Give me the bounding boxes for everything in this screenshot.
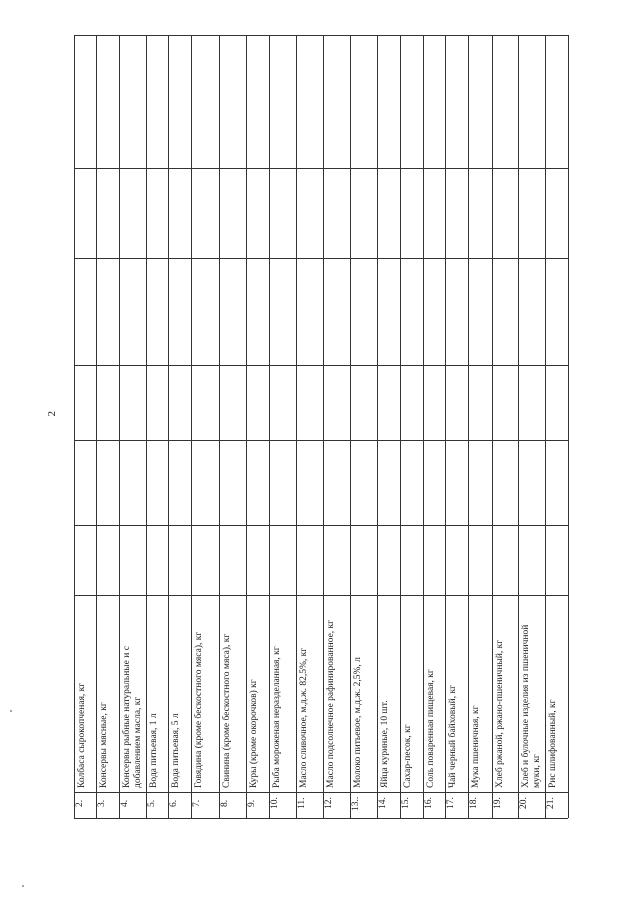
row-label: Рис шлифованный, кг bbox=[548, 699, 558, 788]
table-row-number bbox=[75, 793, 96, 818]
table-row-name bbox=[324, 596, 350, 792]
empty-value-cell bbox=[351, 36, 377, 168]
table-row-number bbox=[192, 793, 219, 818]
empty-value-cell bbox=[169, 36, 191, 168]
row-number: 14. bbox=[378, 797, 388, 810]
empty-value-cell bbox=[120, 366, 146, 440]
empty-value-cell bbox=[169, 259, 191, 365]
table-row-name bbox=[247, 596, 269, 792]
table-row-number bbox=[424, 793, 445, 818]
empty-value-cell bbox=[424, 169, 445, 258]
row-number: 17. bbox=[446, 797, 456, 810]
row-label: Свинина (кроме бескостного мяса), кг bbox=[222, 633, 232, 788]
empty-value-cell bbox=[446, 526, 468, 595]
row-label: Консервы мясные, кг bbox=[99, 702, 109, 788]
empty-value-cell bbox=[469, 366, 492, 440]
empty-value-cell bbox=[401, 36, 423, 168]
empty-value-cell bbox=[378, 36, 400, 168]
empty-value-cell bbox=[446, 259, 468, 365]
empty-value-cell bbox=[519, 259, 545, 365]
empty-value-cell bbox=[519, 441, 545, 525]
row-number: 4. bbox=[120, 799, 130, 808]
row-label: Рыба мороженая неразделанная, кг bbox=[272, 646, 282, 788]
row-number: 9. bbox=[247, 799, 257, 808]
row-label: Мука пшеничная, кг bbox=[471, 705, 481, 788]
empty-value-cell bbox=[401, 441, 423, 525]
table-rule bbox=[74, 818, 568, 819]
empty-value-cell bbox=[169, 441, 191, 525]
empty-value-cell bbox=[378, 259, 400, 365]
empty-value-cell bbox=[97, 259, 119, 365]
row-label: Куры (кроме окорочков) кг bbox=[249, 679, 259, 788]
row-number: 11. bbox=[297, 797, 307, 810]
empty-value-cell bbox=[120, 36, 146, 168]
table-row-number bbox=[297, 793, 323, 818]
empty-value-cell bbox=[493, 366, 518, 440]
empty-value-cell bbox=[75, 169, 96, 258]
empty-value-cell bbox=[147, 441, 168, 525]
empty-value-cell bbox=[351, 366, 377, 440]
empty-value-cell bbox=[493, 526, 518, 595]
empty-value-cell bbox=[469, 169, 492, 258]
empty-value-cell bbox=[120, 526, 146, 595]
table-row-name bbox=[446, 596, 468, 792]
empty-value-cell bbox=[519, 36, 545, 168]
empty-value-cell bbox=[493, 36, 518, 168]
row-number: 3. bbox=[97, 799, 107, 808]
empty-value-cell bbox=[493, 441, 518, 525]
table-row-name bbox=[519, 596, 545, 792]
empty-value-cell bbox=[247, 169, 269, 258]
row-label: Вода питьевая, 5 л bbox=[171, 713, 181, 788]
empty-value-cell bbox=[378, 366, 400, 440]
table-row-name bbox=[351, 596, 377, 792]
empty-value-cell bbox=[270, 169, 296, 258]
table-row-name bbox=[469, 596, 492, 792]
empty-value-cell bbox=[120, 259, 146, 365]
row-label: Хлеб и булочные изделия из пшеничной муки, кг bbox=[521, 624, 542, 788]
table-row-number bbox=[401, 793, 423, 818]
empty-value-cell bbox=[493, 169, 518, 258]
row-number: 12. bbox=[324, 797, 334, 810]
row-label: Говядина (кроме бескостного мяса), кг bbox=[194, 631, 204, 788]
empty-value-cell bbox=[446, 366, 468, 440]
empty-value-cell bbox=[401, 526, 423, 595]
scan-speck bbox=[10, 710, 12, 712]
table-row-name bbox=[97, 596, 119, 792]
empty-value-cell bbox=[401, 259, 423, 365]
empty-value-cell bbox=[147, 259, 168, 365]
empty-value-cell bbox=[351, 259, 377, 365]
empty-value-cell bbox=[247, 36, 269, 168]
empty-value-cell bbox=[97, 366, 119, 440]
empty-value-cell bbox=[324, 36, 350, 168]
row-number: 18. bbox=[469, 797, 479, 810]
empty-value-cell bbox=[378, 169, 400, 258]
empty-value-cell bbox=[75, 526, 96, 595]
table-row-name bbox=[270, 596, 296, 792]
empty-value-cell bbox=[424, 441, 445, 525]
empty-value-cell bbox=[97, 36, 119, 168]
empty-value-cell bbox=[324, 259, 350, 365]
table-row-number bbox=[493, 793, 518, 818]
table-row-number bbox=[378, 793, 400, 818]
empty-value-cell bbox=[192, 259, 219, 365]
table-row-name bbox=[192, 596, 219, 792]
row-number: 19. bbox=[493, 797, 503, 810]
empty-value-cell bbox=[351, 169, 377, 258]
empty-value-cell bbox=[297, 441, 323, 525]
table-row-name bbox=[169, 596, 191, 792]
empty-value-cell bbox=[297, 526, 323, 595]
empty-value-cell bbox=[469, 441, 492, 525]
empty-value-cell bbox=[446, 169, 468, 258]
table-row-number bbox=[120, 793, 146, 818]
empty-value-cell bbox=[324, 526, 350, 595]
empty-value-cell bbox=[192, 526, 219, 595]
table-row-name bbox=[378, 596, 400, 792]
empty-value-cell bbox=[220, 366, 246, 440]
table-row-number bbox=[446, 793, 468, 818]
row-number: 20. bbox=[519, 797, 529, 810]
table-row-number bbox=[270, 793, 296, 818]
empty-value-cell bbox=[220, 169, 246, 258]
table-row-number bbox=[546, 793, 568, 818]
empty-value-cell bbox=[169, 366, 191, 440]
row-label: Масло сливочное, м.д.ж. 82,5%, кг bbox=[299, 647, 309, 788]
table-row-name bbox=[120, 596, 146, 792]
table-row-number bbox=[247, 793, 269, 818]
empty-value-cell bbox=[378, 441, 400, 525]
empty-value-cell bbox=[401, 169, 423, 258]
empty-value-cell bbox=[270, 259, 296, 365]
empty-value-cell bbox=[324, 441, 350, 525]
empty-value-cell bbox=[546, 441, 568, 525]
empty-value-cell bbox=[446, 36, 468, 168]
empty-value-cell bbox=[97, 441, 119, 525]
table-row-name bbox=[147, 596, 168, 792]
empty-value-cell bbox=[75, 366, 96, 440]
row-number: 13.. bbox=[351, 796, 361, 811]
empty-value-cell bbox=[247, 259, 269, 365]
empty-value-cell bbox=[147, 366, 168, 440]
empty-value-cell bbox=[192, 366, 219, 440]
scan-speck bbox=[22, 885, 24, 887]
empty-value-cell bbox=[424, 259, 445, 365]
row-number: 15. bbox=[401, 797, 411, 810]
row-number: 8. bbox=[220, 799, 230, 808]
empty-value-cell bbox=[324, 366, 350, 440]
empty-value-cell bbox=[75, 259, 96, 365]
row-label: Сахар-песок, кг bbox=[403, 724, 413, 788]
table-row-name bbox=[75, 596, 96, 792]
empty-value-cell bbox=[169, 526, 191, 595]
empty-value-cell bbox=[351, 441, 377, 525]
empty-value-cell bbox=[97, 169, 119, 258]
empty-value-cell bbox=[424, 366, 445, 440]
table-row-number bbox=[324, 793, 350, 818]
table-row-number bbox=[147, 793, 168, 818]
empty-value-cell bbox=[493, 259, 518, 365]
empty-value-cell bbox=[147, 169, 168, 258]
row-number: 7. bbox=[192, 799, 202, 808]
empty-value-cell bbox=[270, 441, 296, 525]
row-label: Молоко питьевое, м.д.ж. 2,5%, л bbox=[353, 657, 363, 788]
page-number: 2 bbox=[46, 411, 58, 417]
row-label: Хлеб ржаной, ржано-пшеничный, кг bbox=[495, 639, 505, 788]
row-number: 2. bbox=[75, 799, 85, 808]
empty-value-cell bbox=[546, 169, 568, 258]
empty-value-cell bbox=[192, 36, 219, 168]
empty-value-cell bbox=[351, 526, 377, 595]
empty-value-cell bbox=[220, 36, 246, 168]
table-row-number bbox=[220, 793, 246, 818]
empty-value-cell bbox=[324, 169, 350, 258]
empty-value-cell bbox=[546, 366, 568, 440]
table-row-name bbox=[546, 596, 568, 792]
row-label: Колбаса сырокопченая, кг bbox=[77, 682, 87, 788]
empty-value-cell bbox=[519, 526, 545, 595]
empty-value-cell bbox=[270, 366, 296, 440]
row-number: 21. bbox=[546, 797, 556, 810]
empty-value-cell bbox=[220, 526, 246, 595]
empty-value-cell bbox=[247, 526, 269, 595]
row-label: Консервы рыбные натуральные и с добавлением масла, кг bbox=[122, 646, 143, 788]
table-row-name bbox=[297, 596, 323, 792]
empty-value-cell bbox=[120, 441, 146, 525]
table-row-number bbox=[97, 793, 119, 818]
empty-value-cell bbox=[424, 36, 445, 168]
row-number: 5. bbox=[147, 799, 157, 808]
empty-value-cell bbox=[97, 526, 119, 595]
empty-value-cell bbox=[297, 366, 323, 440]
empty-value-cell bbox=[270, 526, 296, 595]
empty-value-cell bbox=[247, 366, 269, 440]
empty-value-cell bbox=[546, 36, 568, 168]
empty-value-cell bbox=[297, 169, 323, 258]
table-row-name bbox=[424, 596, 445, 792]
empty-value-cell bbox=[270, 36, 296, 168]
empty-value-cell bbox=[75, 36, 96, 168]
empty-value-cell bbox=[469, 36, 492, 168]
row-label: Яйца куриные, 10 шт. bbox=[380, 700, 390, 788]
empty-value-cell bbox=[546, 259, 568, 365]
empty-value-cell bbox=[192, 441, 219, 525]
row-number: 6. bbox=[169, 799, 179, 808]
table-row-number bbox=[351, 793, 377, 818]
row-label: Чай черный байховый, кг bbox=[448, 684, 458, 788]
empty-value-cell bbox=[220, 259, 246, 365]
row-label: Вода питьевая, 1 л bbox=[149, 713, 159, 788]
table-row-number bbox=[469, 793, 492, 818]
empty-value-cell bbox=[424, 526, 445, 595]
row-label: Соль поваренная пищевая, кг bbox=[426, 669, 436, 788]
empty-value-cell bbox=[75, 441, 96, 525]
empty-value-cell bbox=[297, 259, 323, 365]
empty-value-cell bbox=[247, 441, 269, 525]
empty-value-cell bbox=[469, 526, 492, 595]
table-rule bbox=[568, 35, 569, 818]
table-row-number bbox=[519, 793, 545, 818]
empty-value-cell bbox=[519, 169, 545, 258]
empty-value-cell bbox=[147, 36, 168, 168]
table-row-number bbox=[169, 793, 191, 818]
empty-value-cell bbox=[192, 169, 219, 258]
table-row-name bbox=[401, 596, 423, 792]
empty-value-cell bbox=[519, 366, 545, 440]
empty-value-cell bbox=[546, 526, 568, 595]
empty-value-cell bbox=[220, 441, 246, 525]
empty-value-cell bbox=[120, 169, 146, 258]
empty-value-cell bbox=[378, 526, 400, 595]
table-row-name bbox=[493, 596, 518, 792]
empty-value-cell bbox=[147, 526, 168, 595]
empty-value-cell bbox=[297, 36, 323, 168]
row-number: 10. bbox=[270, 797, 280, 810]
row-number: 16. bbox=[424, 797, 434, 810]
empty-value-cell bbox=[469, 259, 492, 365]
empty-value-cell bbox=[446, 441, 468, 525]
empty-value-cell bbox=[169, 169, 191, 258]
table-row-name bbox=[220, 596, 246, 792]
row-label: Масло подсолнечное рафинированное, кг bbox=[326, 619, 336, 788]
empty-value-cell bbox=[401, 366, 423, 440]
